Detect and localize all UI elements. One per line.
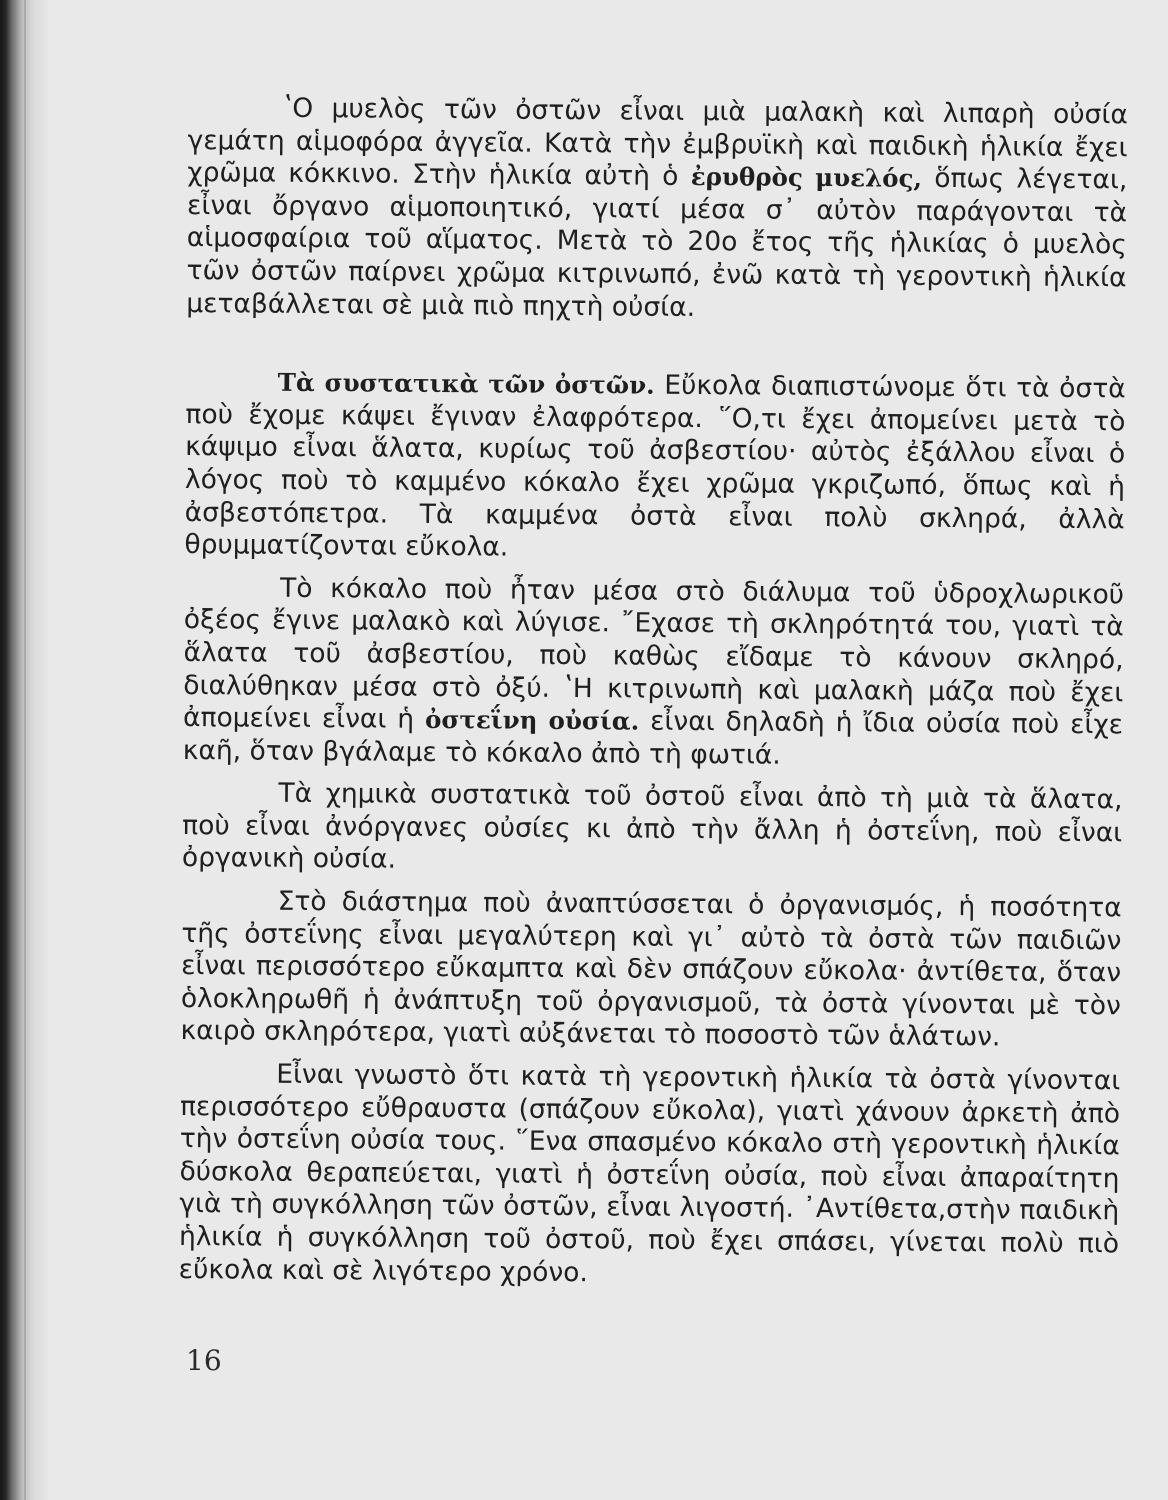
text-segment: Στὸ διάστημα ποὺ ἀναπτύσσεται ὁ ὀργανισμός, ἡ ποσότητα τῆς ὀστεΐνης εἶναι μεγαλύτερη καὶ γι᾿ αὐτὸ τὰ ὀστὰ τῶν παιδιῶν εἶναι περισσότερο εὔκαμπτα καὶ δὲν σπάζουν εὔκολα· ἀντίθετα, ὅταν ὁλοκληρωθῆ ἡ ἀνάπτυξη τοῦ ὀργανισμοῦ, τὰ ὀστὰ γίνονται μὲ τὸν καιρὸ σκληρότερα, γιατὶ αὐξάνεται τὸ ποσοστὸ τῶν ἁλάτων. — [180, 885, 1122, 1053]
term-red-marrow: ἐρυθρὸς μυελός, — [690, 162, 923, 193]
text-segment: ʽΟ μυελὸς τῶν ὀστῶν εἶναι μιὰ μαλακὴ καὶ λιπαρὴ οὐσία γεμάτη αἱμοφόρα ἀγγεῖα. Κατὰ τὴν ἐμβρυϊκὴ καὶ παιδικὴ ἡλικία ἔχει χρῶμα κόκκινο. Στὴν ἡλικία αὐτὴ ὁ — [187, 92, 1128, 193]
text-segment: Εἶναι γνωστὸ ὅτι κατὰ τὴ γεροντικὴ ἡλικία τὰ ὀστὰ γίνονται περισσότερο εὔθραυστα (σπάζουν εὔκολα), γιατὶ χάνουν ἀρκετὴ ἀπὸ τὴν ὀστεΐνη οὐσία τους. ῞Ενα σπασμένο κόκαλο στὴ γεροντικὴ ἡλικία δύσκολα θεραπεύεται, γιατὶ ἡ ὀστεΐνη οὐσία, ποὺ εἶναι ἀπαραίτητη γιὰ τὴ συγκόλληση τῶν ὀστῶν, εἶναι λιγοστή. ᾿Αντίθετα,στὴν παιδικὴ ἡλικία ἡ συγκόλληση τοῦ ὀστοῦ, ποὺ ἔχει σπάσει, γίνεται πολὺ πιὸ εὔκολα καὶ σὲ λιγότερο χρόνο. — [178, 1058, 1121, 1288]
section-heading-bone-components: Τὰ συστατικὰ τῶν ὀστῶν. — [277, 367, 655, 400]
paragraph-chemical-components — [182, 777, 1123, 882]
text-segment: Τὸ κόκαλο ποὺ ἦταν μέσα στὸ διάλυμα τοῦ ὑδροχλωρικοῦ ὀξέος ἔγινε μαλακὸ καὶ λύγισε. ῎Εχασε τὴ σκληρότητά του, γιατὶ τὰ ἅλατα τοῦ ἀσβεστίου, ποὺ καθὼς εἴδαμε τὸ κάνουν σκληρό, διαλύθηκαν μέσα στὸ ὀξύ. ʽΗ κιτρινωπὴ καὶ μαλακὴ μάζα ποὺ ἔχει ἀπομείνει εἶναι ἡ — [182, 572, 1125, 735]
text-segment: Εὔκολα διαπιστώνομε ὅτι τὰ ὀστὰ ποὺ ἔχομε κάψει ἔγιναν ἐλαφρότερα. ῞Ο,τι ἔχει ἀπομείνει μετὰ τὸ κάψιμο εἶναι ἅλατα, κυρίως τοῦ ἀσβεστίου· αὐτὸς ἐξάλλου εἶναι ὁ λόγος ποὺ τὸ καμμένο κόκαλο ἔχει χρῶμα γκριζωπό, ὅπως καὶ ἡ ἀσβεστόπετρα. Τὰ καμμένα ὀστὰ εἶναι πολὺ σκληρά, ἀλλὰ θρυμματίζονται εὔκολα. — [184, 369, 1126, 563]
page-number: 16 — [186, 1344, 222, 1377]
text-segment: ὅπως λέγεται, εἶναι ὄργανο αἱμοποιητικό, γιατί μέσα σ᾿ αὐτὸν παράγονται τὰ αἱμοσφαίρια τοῦ αἵματος. Μετὰ τὸ 20ο ἔτος τῆς ἡλικίας ὁ μυελὸς τῶν ὀστῶν παίρνει χρῶμα κιτρινωπό, ἐνῶ κατὰ τὴ γεροντικὴ ἡλικία μεταβάλλεται σὲ μιὰ πιὸ πηχτὴ οὐσία. — [186, 162, 1128, 323]
page-body — [179, 92, 1128, 1294]
term-ossein: ὀστεΐνη οὐσία. — [424, 704, 640, 736]
paragraph-bone-components — [184, 366, 1126, 569]
text-segment: εἶναι δηλαδὴ ἡ ἴδια οὐσία ποὺ εἶχε καῆ, ὅταν βγάλαμε τὸ κόκαλο ἀπὸ τὴ φωτιά. — [182, 705, 1124, 771]
book-spine-edge — [24, 0, 26, 1500]
paragraph-old-age — [179, 1058, 1121, 1294]
paragraph-acid-experiment — [183, 572, 1125, 775]
text-segment: Τὰ χημικὰ συστατικὰ τοῦ ὀστοῦ εἶναι ἀπὸ τὴ μιὰ τὰ ἅλατα, ποὺ εἶναι ἀνόργανες οὐσίες κι ἀπὸ τὴν ἄλλη ἡ ὀστεΐνη, ποὺ εἶναι ὀργανικὴ οὐσία. — [181, 778, 1123, 876]
paragraph-bone-marrow — [186, 92, 1128, 328]
paragraph-growth — [180, 885, 1121, 1055]
